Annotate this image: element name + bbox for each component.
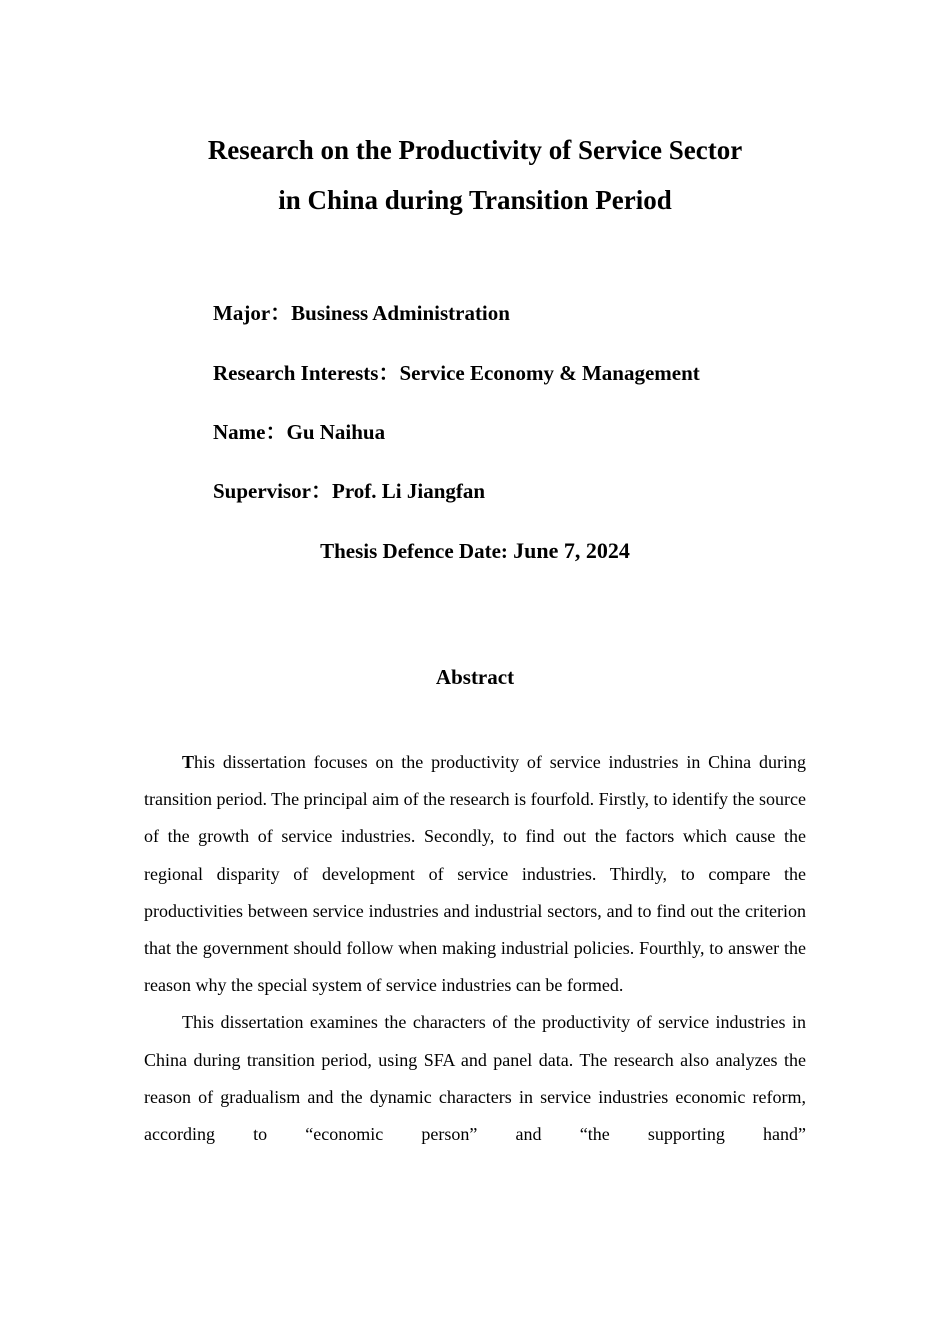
name-label: Name (213, 420, 266, 444)
major-separator: ： (270, 301, 292, 325)
abstract-paragraph-1-text: his dissertation focuses on the productivity of service industries in China during transition period. The principal aim of the research is fourfold. Firstly, to identify the source of the growth of service industries. Secondly, to find out the factors which cause the regional disparity of development of service industries. Thirdly, to compare the productivities between service industries and industrial sectors, and to find out the criterion that the government should follow when making industrial policies. Fourthly, to answer the reason why the special system of service industries can be formed. (144, 752, 806, 996)
major-label: Major (213, 301, 271, 325)
abstract-body (144, 744, 806, 1153)
supervisor-value: Prof. Li Jiangfan (332, 479, 486, 503)
abstract-paragraph-2: This dissertation examines the characters of the productivity of service industries in China during transition period, using SFA and panel data. The research also analyzes the reason of gradualism and the dynamic characters in service industries economic reform, according to “economic person” and “the supporting hand” (144, 1012, 806, 1145)
thesis-title-line-1: Research on the Productivity of Service Sector (207, 135, 743, 165)
thesis-title-line-2: in China during Transition Period (278, 185, 672, 215)
research-interests-label: Research Interests (213, 361, 379, 385)
defence-date-value: June 7, 2024 (513, 538, 630, 563)
research-interests-value: Service Economy & Management (399, 361, 700, 385)
abstract-heading: Abstract (435, 665, 515, 689)
supervisor-row (213, 476, 485, 506)
major-value: Business Administration (291, 301, 510, 325)
abstract-paragraph-1 (144, 744, 806, 1004)
major-row (213, 298, 510, 328)
thesis-defence-date (0, 535, 950, 567)
name-row (213, 417, 385, 447)
supervisor-separator: ： (311, 479, 333, 503)
name-separator: ： (265, 420, 287, 444)
supervisor-label: Supervisor (213, 479, 312, 503)
research-interests-row (213, 358, 700, 388)
name-value: Gu Naihua (286, 420, 386, 444)
defence-label: Thesis Defence Date: (320, 539, 508, 563)
research-interests-separator: ： (378, 361, 400, 385)
abstract-first-letter: T (182, 752, 195, 772)
